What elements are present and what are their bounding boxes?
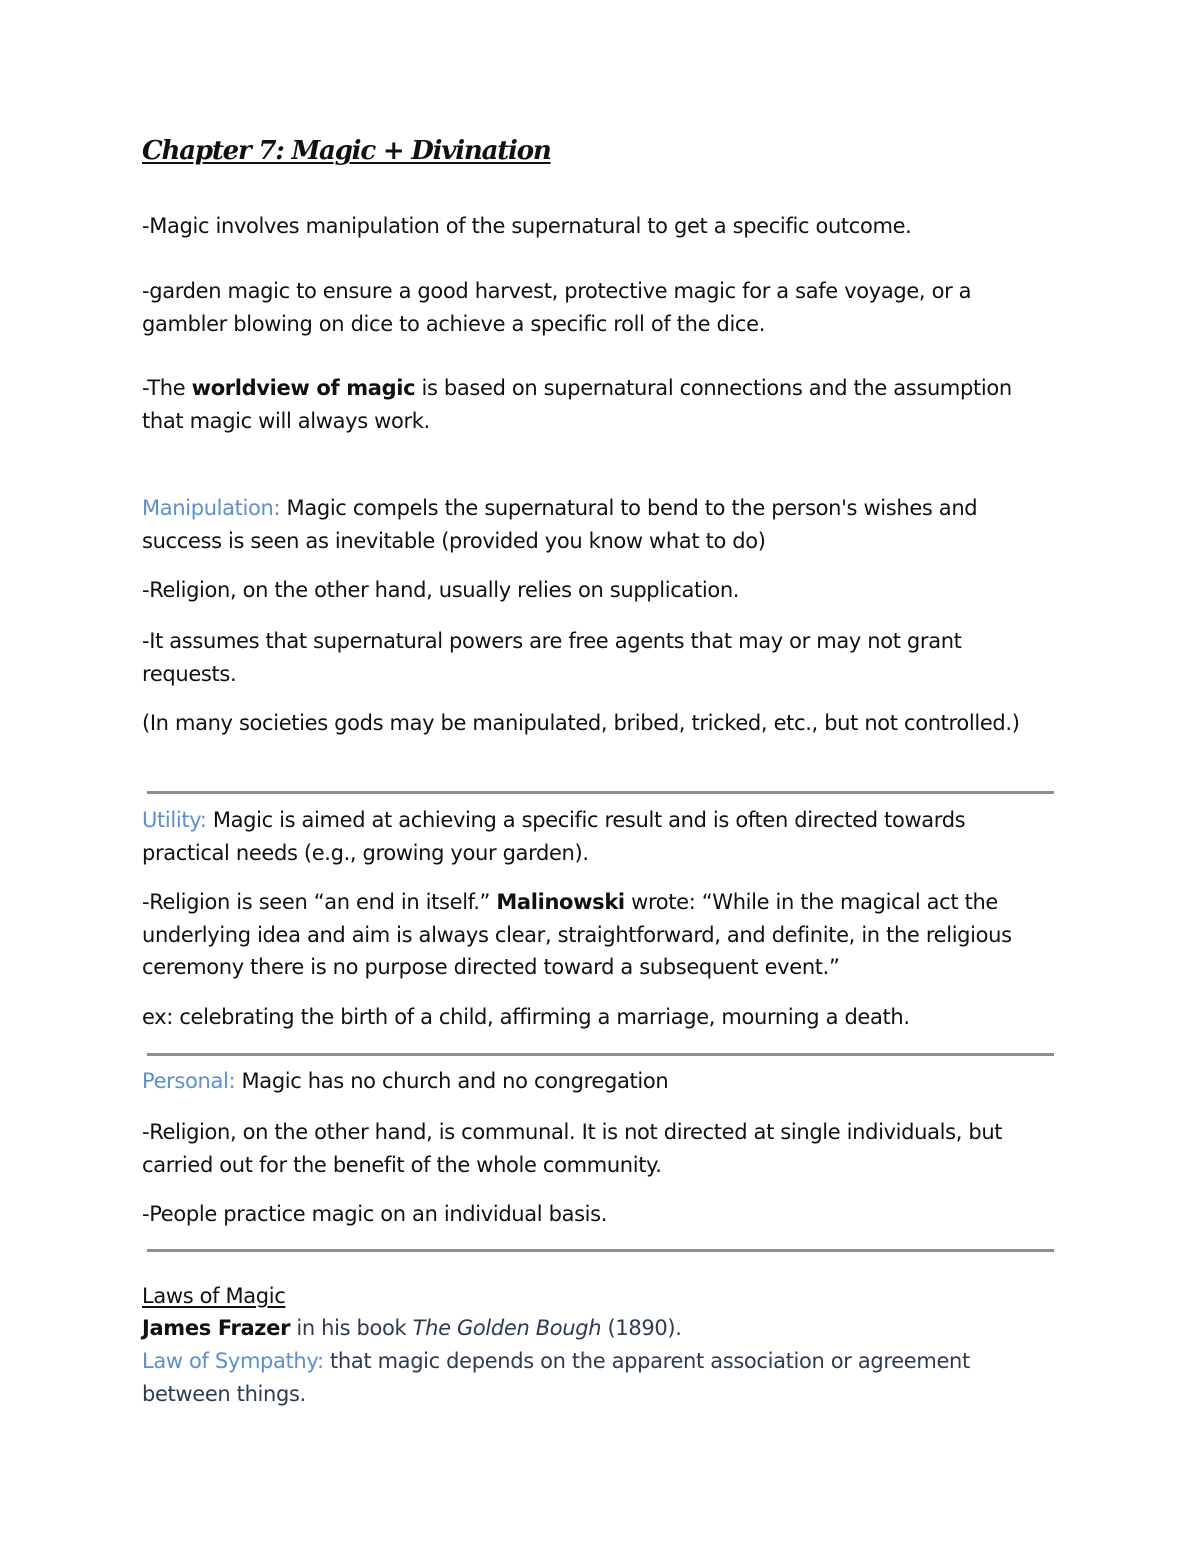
utility-label: Utility:: [142, 808, 207, 832]
malinowski-quote: wrote: “While in the magical act the underlying idea and aim is always clear, straightforward, and definite, in the religious ceremony there is no purpose directed toward a subsequent event.”: [142, 890, 1012, 979]
intro-paragraph-1: -Magic involves manipulation of the supernatural to get a specific outcome.: [142, 214, 912, 238]
frazer-name: James Frazer: [142, 1316, 291, 1340]
manipulation-paragraph-2: -Religion, on the other hand, usually relies on supplication.: [142, 578, 740, 602]
personal-paragraph: [142, 1065, 1054, 1098]
sympathy-text: that magic depends on the apparent association or agreement between things.: [142, 1349, 970, 1406]
frazer-mid: in his book: [290, 1316, 413, 1340]
frazer-line: [142, 1312, 1054, 1345]
utility-text: Magic is aimed at achieving a specific result and is often directed towards practical needs (e.g., growing your garden).: [142, 808, 966, 865]
section-divider-1: [147, 791, 1054, 794]
intro-paragraph-2: -garden magic to ensure a good harvest, protective magic for a safe voyage, or a gambler blowing on dice to achieve a specific roll of the dice.: [142, 279, 972, 336]
personal-paragraph-2: -Religion, on the other hand, is communal. It is not directed at single individuals, but carried out for the benefit of the whole community.: [142, 1120, 1003, 1177]
personal-label: Personal:: [142, 1069, 236, 1093]
utility-paragraph-2: [142, 886, 1054, 984]
personal-text: Magic has no church and no congregation: [235, 1069, 669, 1093]
worldview-text: is based on supernatural connections and the assumption that magic will always work.: [142, 376, 1012, 433]
utility-paragraph: [142, 804, 1054, 869]
malinowski-name: Malinowski: [496, 890, 625, 914]
manipulation-paragraph: [142, 492, 1054, 557]
laws-heading: Laws of Magic: [142, 1284, 286, 1308]
intro-paragraph-3: [142, 372, 1054, 437]
worldview-term: worldview of magic: [191, 376, 416, 400]
chapter-title: Chapter 7: Magic + Divination: [142, 136, 551, 166]
sympathy-label: Law of Sympathy:: [142, 1349, 324, 1373]
section-divider-3: [147, 1249, 1054, 1252]
utility-paragraph-3: ex: celebrating the birth of a child, affirming a marriage, mourning a death.: [142, 1005, 910, 1029]
sympathy-paragraph: [142, 1345, 1054, 1410]
manipulation-paragraph-3: -It assumes that supernatural powers are free agents that may or may not grant requests.: [142, 629, 962, 686]
golden-bough-title: The Golden Bough: [412, 1316, 602, 1340]
worldview-prefix: -The: [142, 376, 192, 400]
manipulation-paragraph-4: (In many societies gods may be manipulated, bribed, tricked, etc., but not controlled.): [142, 711, 1020, 735]
manipulation-text: Magic compels the supernatural to bend to the person's wishes and success is seen as inevitable (provided you know what to do): [142, 496, 978, 553]
religion-end-text: -Religion is seen “an end in itself.”: [142, 890, 497, 914]
section-divider-2: [147, 1053, 1054, 1056]
personal-paragraph-3: -People practice magic on an individual basis.: [142, 1202, 608, 1226]
manipulation-label: Manipulation:: [142, 496, 281, 520]
frazer-year: (1890).: [601, 1316, 682, 1340]
